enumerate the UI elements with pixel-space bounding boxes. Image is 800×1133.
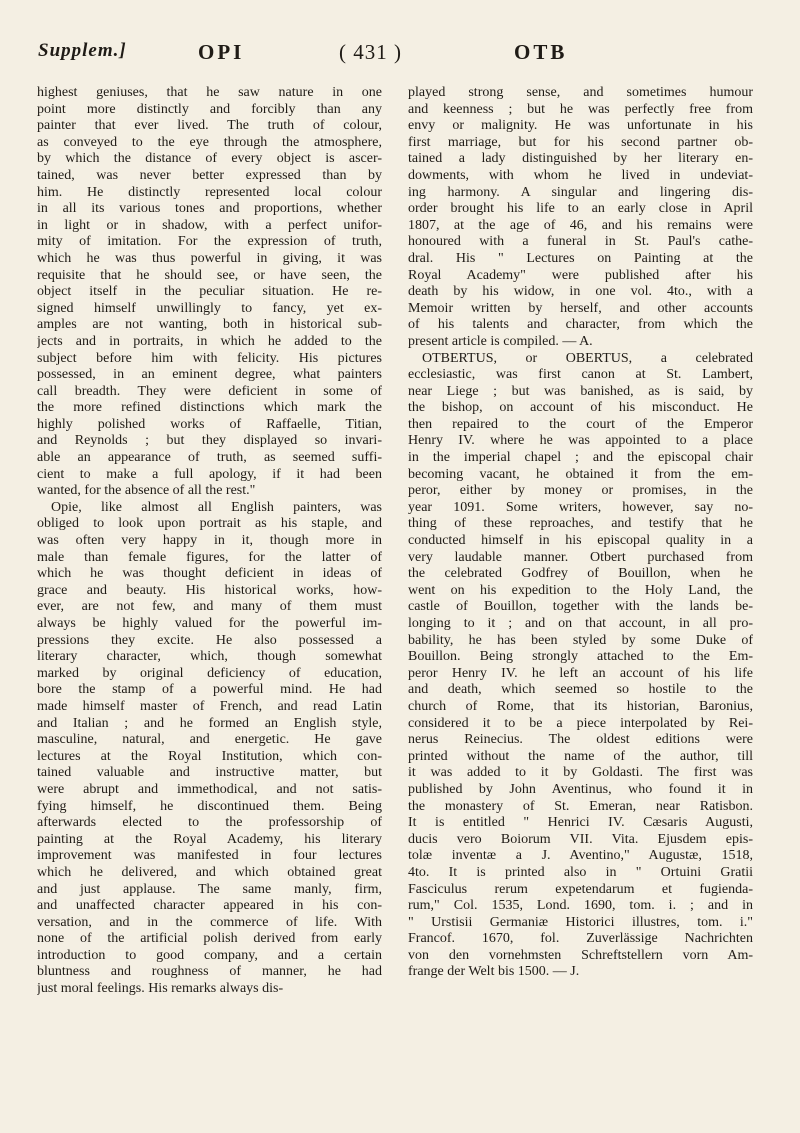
text-line: von den vornehmsten Schreftstellern vorn Am- (408, 947, 753, 963)
text-line: ecclesiastic, was first canon at St. Lambert, (408, 367, 753, 383)
text-line: masculine, natural, and energetic. He gave (37, 732, 382, 748)
text-line: church of Rome, that its historian, Baronius, (408, 698, 753, 714)
text-line: none of the artificial polish derived from early (37, 931, 382, 947)
text-line: very laudable manner. Otbert purchased from (408, 549, 753, 565)
text-line: peror, either by money or promises, in the (408, 483, 753, 499)
text-line: tained, was never better expressed than by (37, 167, 382, 183)
text-line: tained valuable and instructive matter, but (37, 765, 382, 781)
text-line: longing to it ; and on that account, in all pro- (408, 616, 753, 631)
text-line: call breadth. They were deficient in some of (37, 383, 382, 399)
text-line: in all its various tones and proportions, whether (37, 201, 382, 217)
text-line: fying himself, he discontinued them. Being (37, 798, 382, 814)
text-line: 4to. It is printed also in " Ortuini Gratii (408, 864, 753, 880)
text-line: printed without the name of the author, till (408, 748, 753, 764)
text-line: in the imperial chapel ; and the episcopal chair (408, 450, 753, 466)
text-line: frange der Welt bis 1500. — J. (408, 964, 580, 980)
text-line: mity of imitation. For the expression of truth, (37, 234, 382, 250)
text-line: tolæ inventæ a J. Aventino," Augustæ, 1518, (408, 848, 753, 864)
text-line: ducis vero Boiorum VII. Vita. Ejusdem epis- (408, 831, 753, 847)
text-line: obliged to look upon portrait as his staple, and (37, 516, 382, 532)
text-line: always be highly valued for the powerful im- (37, 616, 382, 631)
text-line: in light or in shadow, with a perfect unifor- (37, 217, 382, 233)
page-number: ( 431 ) (339, 40, 402, 64)
text-line: tained a lady distinguished by her literary en- (408, 151, 753, 167)
right-column (408, 85, 753, 981)
text-line: went on his expedition to the Holy Land, the (408, 582, 753, 598)
text-line: it was added to it by Goldasti. The first was (408, 765, 753, 781)
text-line: conducted himself in his episcopal quality in a (408, 533, 753, 549)
text-line: jects and in portraits, in which he added to the (37, 333, 382, 349)
text-line: thing of these reproaches, and testify that he (408, 516, 753, 532)
text-line: cient to make a full apology, if it had been (37, 466, 382, 482)
text-line: rum," Col. 1535, Lond. 1690, tom. i. ; and in (408, 898, 753, 914)
text-line: by which the distance of every object is ascer- (37, 151, 382, 167)
text-line: dowments, with whom he lived in undeviat- (408, 167, 753, 183)
text-line: first marriage, but for his second partner ob- (408, 134, 753, 150)
text-line: wanted, for the absence of all the rest." (37, 483, 256, 499)
text-line: signed himself unwillingly to fancy, yet ex- (37, 300, 382, 316)
text-line: and unaffected character appeared in his con- (37, 898, 382, 914)
text-line: requisite that he should see, or have seen, the (37, 267, 382, 283)
text-line: envy or malignity. He was unfortunate in his (408, 118, 753, 134)
text-line: and just applause. The same manly, firm, (37, 881, 382, 897)
text-line: 1807, at the age of 46, and his remains were (408, 217, 753, 233)
text-line: death by his widow, in one vol. 4to., with a (408, 284, 753, 300)
text-line: the monastery of St. Emeran, near Ratisbon. (408, 798, 753, 814)
text-line: Memoir written by herself, and other accounts (408, 300, 753, 316)
text-line: bore the stamp of a powerful mind. He had (37, 682, 382, 698)
text-line: and Reynolds ; but they displayed so invari- (37, 433, 382, 449)
text-line: honoured with a funeral in St. Paul's cathe- (408, 234, 753, 250)
text-line: lectures at the Royal Institution, which con- (37, 748, 382, 764)
running-header (0, 40, 800, 70)
text-line: present article is compiled. — A. (408, 333, 593, 349)
text-line: dral. His " Lectures on Painting at the (408, 250, 753, 266)
text-line: published by John Aventinus, who found it in (408, 781, 753, 797)
text-line: then repaired to the court of the Emperor (408, 416, 753, 432)
text-line: the bishop, on account of his misconduct. He (408, 400, 753, 416)
text-line: and death, which seemed so hostile to the (408, 682, 753, 698)
text-line: ever, are not few, and many of them must (37, 599, 382, 615)
text-line: which he delivered, and which obtained great (37, 864, 382, 880)
text-line: amples are not wanting, both in historical sub- (37, 317, 382, 333)
text-line: order brought his life to an early close in April (408, 201, 753, 217)
header-left-word: OPI (198, 40, 245, 64)
text-line: him. He distinctly represented local colour (37, 184, 382, 200)
text-line: becoming vacant, he obtained it from the em- (408, 466, 753, 482)
text-line: which he was thus powerful in giving, it was (37, 250, 382, 266)
text-line: bability, he has been styled by some Duke of (408, 632, 753, 648)
text-line: " Urstisii Germaniæ Historici illustres, tom. i." (408, 914, 753, 930)
text-line: OTBERTUS, or OBERTUS, a celebrated (422, 350, 753, 366)
text-line: made himself master of French, and read Latin (37, 698, 382, 714)
text-line: year 1091. Some writers, however, say no- (408, 499, 753, 515)
text-line: Royal Academy" were published after his (408, 267, 753, 283)
header-right-word: OTB (514, 40, 568, 64)
text-line: versation, and in the commerce of life. With (37, 914, 382, 930)
text-line: Bouillon. Being strongly attached to the Em- (408, 649, 753, 665)
text-line: just moral feelings. His remarks always dis- (37, 981, 284, 997)
text-line: Francof. 1670, fol. Zuverlässige Nachrichten (408, 931, 753, 947)
text-line: Fasciculus rerum expetendarum et fugienda- (408, 881, 753, 897)
text-line: and keenness ; but he was perfectly free from (408, 101, 753, 117)
text-line: peror Henry IV. he left an account of his life (408, 665, 753, 681)
text-line: improvement was manifested in four lectures (37, 848, 382, 864)
text-line: pressions they excite. He also possessed a (37, 632, 382, 648)
text-line: able an appearance of truth, as seemed suffi- (37, 450, 382, 466)
text-line: possessed, in an eminent degree, what painters (37, 367, 382, 383)
text-line: of his talents and character, from which the (408, 317, 753, 333)
text-line: played strong sense, and sometimes humour (408, 85, 753, 100)
text-line: It is entitled " Henrici IV. Cæsaris Augusti, (408, 815, 753, 831)
text-line: considered it to be a piece interpolated by Rei- (408, 715, 753, 731)
section-label: Supplem.] (38, 40, 127, 61)
left-column (37, 85, 382, 998)
text-line: highest geniuses, that he saw nature in one (37, 85, 382, 100)
text-line: which he was thought deficient in ideas of (37, 566, 382, 582)
text-line: grace and beauty. His historical works, how- (37, 582, 382, 598)
text-line: subject before him with felicity. His pictures (37, 350, 382, 366)
text-line: afterwards elected to the professorship of (37, 815, 382, 831)
text-line: Opie, like almost all English painters, was (51, 499, 382, 515)
text-line: and Italian ; and he formed an English style, (37, 715, 382, 731)
text-line: literary character, which, though somewhat (37, 649, 382, 665)
text-line: as conveyed to the eye through the atmosphere, (37, 134, 382, 150)
text-line: introduction to good company, and a certain (37, 947, 382, 963)
text-line: Henry IV. where he was appointed to a place (408, 433, 753, 449)
text-line: bluntness and roughness of manner, he had (37, 964, 382, 980)
text-line: painter that ever lived. The truth of colour, (37, 118, 382, 134)
text-line: male than female figures, for the latter of (37, 549, 382, 565)
text-line: point more distinctly and forcibly than any (37, 101, 382, 117)
text-line: object itself in the peculiar situation. He re- (37, 284, 382, 300)
text-line: nerus Reinecius. The oldest editions were (408, 732, 753, 748)
text-line: highly polished works of Raffaelle, Titian, (37, 416, 382, 432)
text-line: castle of Bouillon, together with the lands be- (408, 599, 753, 615)
text-line: ing harmony. A singular and lingering dis- (408, 184, 753, 200)
text-line: near Liege ; but was banished, as is said, by (408, 383, 753, 399)
text-line: was often very happy in it, though more in (37, 533, 382, 549)
text-line: were abrupt and immethodical, and not satis- (37, 781, 382, 797)
text-line: the more refined distinctions which mark the (37, 400, 382, 416)
text-line: the celebrated Godfrey of Bouillon, when he (408, 566, 753, 582)
text-line: painting at the Royal Academy, his literary (37, 831, 382, 847)
text-line: marked by original deficiency of education, (37, 665, 382, 681)
